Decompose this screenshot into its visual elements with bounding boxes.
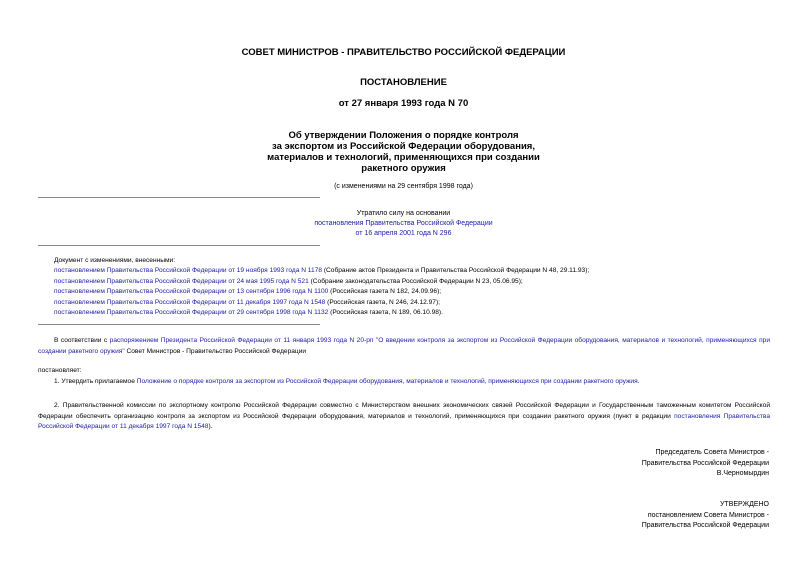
amendments-heading: Документ с изменениями, внесенными: (54, 257, 176, 264)
regulation-link[interactable]: Положение о порядке контроля за экспортом из Российской Федерации оборудования, материалов и технологий, применяющихся при создании ракетного оружия (136, 378, 638, 385)
void-notice-link[interactable]: постановления Правительства Российской Федерации (314, 220, 493, 227)
issuer-heading: СОВЕТ МИНИСТРОВ - ПРАВИТЕЛЬСТВО РОССИЙСКОЙ ФЕДЕРАЦИИ (241, 47, 566, 58)
revision-note: (с изменениями на 29 сентября 1998 года) (334, 183, 473, 190)
title-line: Об утверждении Положения о порядке контроля (288, 130, 519, 141)
approved-by: постановлением Совета Министров - (647, 511, 769, 519)
list-item (54, 287, 589, 298)
list-item (54, 308, 589, 319)
item-2-text: 2. Правительственной комиссии по экспортному контролю Российской Федерации совместно с Министерством внешних экономических связей Российской Федерации и Государственным таможенным комитетом Российской Федерации обеспечить организацию контроля за экспортом из Российской Федерации оборудования, материалов и технологий, применяющихся при создании ракетного оружия (пункт в редакции (38, 402, 770, 420)
amendment-source: (Российская газета, N 246, 24.12.97); (325, 298, 440, 306)
approved-label: УТВЕРЖДЕНО (719, 501, 769, 508)
amendment-source: (Собрание законодательства Российской Федерации N 23, 05.06.95); (308, 277, 523, 285)
title-line: за экспортом из Российской Федерации оборудования, (272, 141, 535, 152)
list-item (54, 277, 589, 288)
approved-block (642, 500, 769, 532)
approved-by-cont: Правительства Российской Федерации (641, 522, 769, 529)
document-title (0, 130, 807, 174)
resolves-label: постановляет: (38, 367, 82, 374)
divider (38, 324, 320, 325)
divider (38, 245, 320, 246)
item-1-suffix: . (637, 378, 640, 385)
amendment-link[interactable]: постановлением Правительства Российской Федерации от 13 сентября 1996 года N 1100 (54, 288, 329, 295)
item-2-suffix: ). (208, 423, 213, 430)
document-type: ПОСТАНОВЛЕНИЕ (360, 77, 447, 88)
void-notice-text: Утратило силу на основании (356, 210, 451, 217)
list-item (54, 298, 589, 309)
amendment-source: (Собрание актов Президента и Правительства Российской Федерации N 48, 29.11.93); (322, 267, 590, 274)
signatory-name: В.Черномырдин (716, 470, 769, 477)
void-notice-link-date[interactable]: от 16 апреля 2001 года N 296 (355, 230, 452, 237)
item-2-paragraph (38, 401, 770, 433)
amendment-link[interactable]: постановлением Правительства Российской Федерации от 24 мая 1995 года N 521 (54, 277, 309, 285)
amendment-link[interactable]: постановлением Правительства Российской Федерации от 29 сентября 1998 года N 1132 (54, 309, 329, 316)
title-line: материалов и технологий, применяющихся при создании (267, 152, 540, 163)
item-1-prefix: 1. Утвердить прилагаемое (54, 378, 137, 385)
signature-title: Председатель Совета Министров - (655, 449, 769, 456)
preamble-suffix: Совет Министров - Правительство Российской Федерации (124, 347, 307, 355)
amendments-list (54, 266, 589, 319)
signature-block (642, 448, 769, 480)
list-item (54, 266, 589, 277)
amendment-source: (Российская газета, N 189, 06.10.98). (328, 309, 443, 316)
amendment-source: (Российская газета N 182, 24.09.96); (328, 288, 442, 295)
title-line: ракетного оружия (361, 163, 446, 174)
item-1-paragraph (38, 377, 770, 388)
signature-title-cont: Правительства Российской Федерации (641, 459, 769, 467)
amendment-1997-link[interactable]: постановления Правительства Российской Федерации от 11 декабря 1997 года N 1548 (38, 412, 770, 430)
presidential-order-link[interactable]: распоряжением Президента Российской Федерации от 11 января 1993 года N 20-рп "О введении контроля за экспортом из Российской Федерации оборудования, материалов и технологий, применяющихся при создании ракетного оружия" (38, 337, 771, 355)
divider (38, 197, 320, 198)
void-notice (0, 209, 807, 239)
amendment-link[interactable]: постановлением Правительства Российской Федерации от 11 декабря 1997 года N 1548 (54, 298, 326, 306)
document-date-number: от 27 января 1993 года N 70 (338, 98, 469, 109)
preamble-prefix: В соответствии с (54, 337, 110, 344)
amendment-link[interactable]: постановлением Правительства Российской Федерации от 19 ноября 1993 года N 1178 (54, 267, 322, 274)
preamble-paragraph (38, 336, 770, 357)
